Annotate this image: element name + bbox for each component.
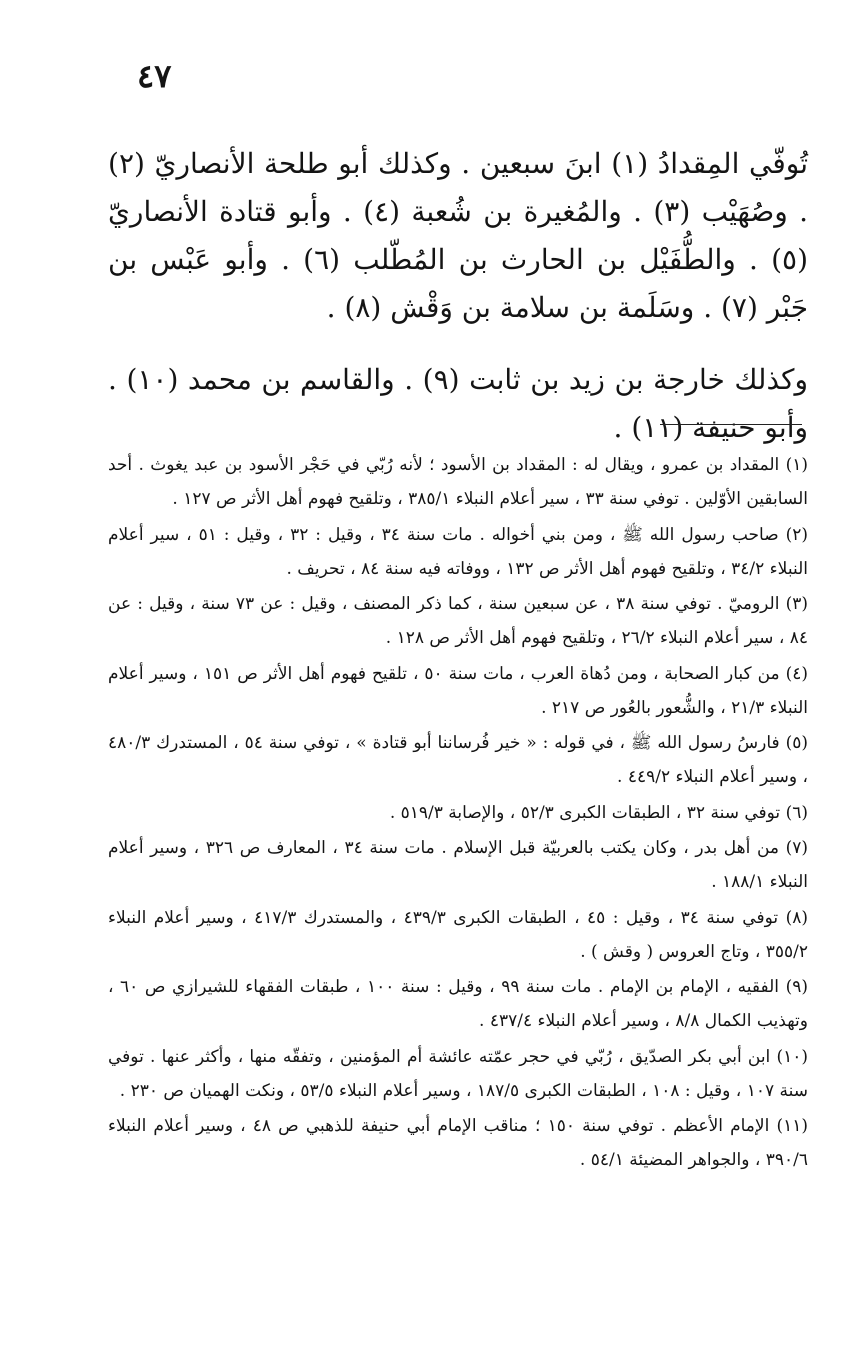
main-paragraph: وكذلك خارجة بن زيد بن ثابت (٩) . والقاسم بن محمد (١٠) . وأبو حنيفة (١١) . [108, 363, 808, 444]
footnote-7: (٧) من أهل بدر ، وكان يكتب بالعربيّة قبل الإسلام . مات سنة ٣٤ ، المعارف ص ٣٢٦ ، وسير أعلام النبلاء ١٨٨/١ . [108, 838, 809, 892]
main-paragraph: تُوفّي المِقدادُ (١) ابنَ سبعين . وكذلك أبو طلحة الأنصاريّ (٢) . وصُهَيْب (٣) . والمُغيرة بن شُعبة (٤) . وأبو قتادة الأنصاريّ (٥) . والطُّفَيْل بن الحارث بن المُطّلب (٦) . وأبو عَبْس بن جَبْر (٧) . وسَلَمة بن سلامة بن وَقْش (٨) . [108, 147, 809, 324]
footnote-2: (٢) صاحب رسول الله ﷺ ، ومن بني أخواله . مات سنة ٣٤ ، وقيل : ٣٢ ، وقيل : ٥١ ، سير أعلام النبلاء ٣٤/٢ ، وتلقيح فهوم أهل الأثر ص ١٣٢ ، ووفاته فيه سنة ٨٤ ، تحريف . [108, 524, 808, 579]
footnote-6: (٦) توفي سنة ٣٢ ، الطبقات الكبرى ٥٢/٣ ، والإصابة ٥١٩/٣ . [389, 802, 808, 823]
page-number: ٤٧ [137, 57, 172, 95]
footnote-5: (٥) فارسُ رسول الله ﷺ ، في قوله : « خير فُرساننا أبو قتادة » ، توفي سنة ٥٤ ، المستدرك ٤٨٠/٣ ، وسير أعلام النبلاء ٤٤٩/٢ . [108, 733, 808, 787]
footnote-divider [660, 424, 802, 425]
footnotes [108, 448, 808, 1179]
footnote-3: (٣) الروميّ . توفي سنة ٣٨ ، عن سبعين سنة ، كما ذكر المصنف ، وقيل : عن ٧٣ سنة ، وقيل : عن ٨٤ ، سير أعلام النبلاء ٢٦/٢ ، وتلقيح فهوم أهل الأثر ص ١٢٨ . [108, 594, 808, 648]
footnote-10: (١٠) ابن أبي بكر الصدّيق ، رُبّي في حجر عمّته عائشة أم المؤمنين ، وتفقّه منها ، وأكثر عنها . توفي سنة ١٠٧ ، وقيل : ١٠٨ ، الطبقات الكبرى ١٨٧/٥ ، وسير أعلام النبلاء ٥٣/٥ ، ونكت الهميان ص ٢٣٠ . [108, 1046, 808, 1101]
main-text [108, 140, 808, 452]
footnote-4: (٤) من كبار الصحابة ، ومن دُهاة العرب ، مات سنة ٥٠ ، تلقيح فهوم أهل الأثر ص ١٥١ ، وسير أعلام النبلاء ٢١/٣ ، والشُّعور بالعُور ص ٢١٧ . [108, 663, 808, 718]
footnote-11: (١١) الإمام الأعظم . توفي سنة ١٥٠ ؛ مناقب الإمام أبي حنيفة للذهبي ص ٤٨ ، وسير أعلام النبلاء ٣٩٠/٦ ، والجواهر المضيئة ٥٤/١ . [108, 1116, 808, 1170]
footnote-8: (٨) توفي سنة ٣٤ ، وقيل : ٤٥ ، الطبقات الكبرى ٤٣٩/٣ ، والمستدرك ٤١٧/٣ ، وسير أعلام النبلاء ٣٥٥/٢ ، وتاج العروس ( وقش ) . [108, 907, 808, 962]
footnote-1: (١) المقداد بن عمرو ، ويقال له : المقداد بن الأسود ؛ لأنه رُبّي في حَجْر الأسود بن عبد يغوث . أحد السابقين الأوّلين . توفي سنة ٣٣ ، سير أعلام النبلاء ٣٨٥/١ ، وتلقيح فهوم أهل الأثر ص ١٢٧ . [108, 455, 808, 509]
footnote-9: (٩) الفقيه ، الإمام بن الإمام . مات سنة ٩٩ ، وقيل : سنة ١٠٠ ، طبقات الفقهاء للشيرازي ص ٦٠ ، وتهذيب الكمال ٨/٨ ، وسير أعلام النبلاء ٤٣٧/٤ . [108, 977, 808, 1031]
